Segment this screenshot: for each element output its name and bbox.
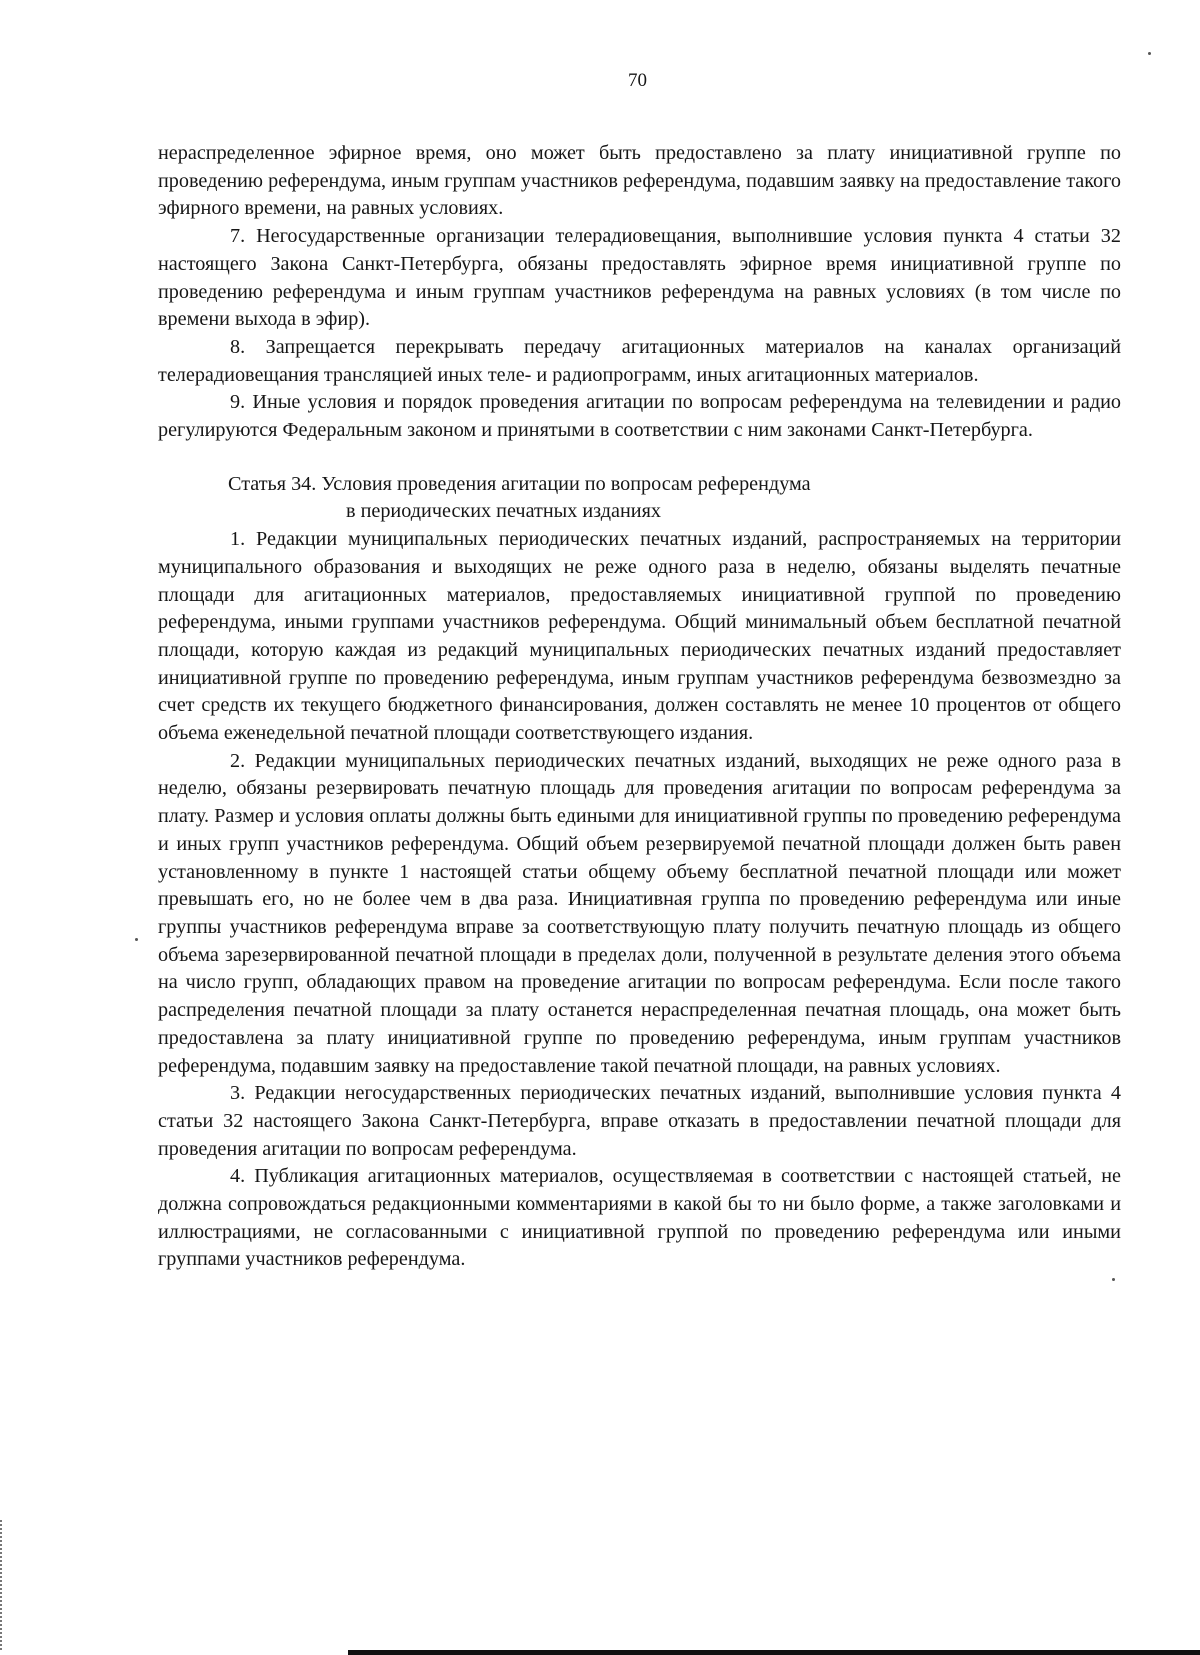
article-34-heading: [228, 471, 988, 526]
page-number: 70: [628, 70, 647, 91]
article-34-heading-line1: Статья 34. Условия проведения агитации по вопросам референдума: [228, 472, 811, 495]
document-body: [158, 140, 1121, 1274]
paragraph-9: 9. Иные условия и порядок проведения агитации по вопросам референдума на телевидении и радио регулируются Федеральным законом и принятыми в соответствии с ним законами Санкт-Петербурга.: [158, 391, 1121, 442]
article-34-paragraph-2: 2. Редакции муниципальных периодических печатных изданий, выходящих не реже одного раза в неделю, обязаны резервировать печатную площадь для проведения агитации по вопросам референдума за плату. Размер и условия оплаты должны быть едиными для инициативной группы по проведению референдума и иных групп участников референдума. Общий объем резервируемой печатной площади должен быть равен установленному в пункте 1 настоящей статьи общему объему бесплатной печатной площади или может превышать его, но не более чем в два раза. Инициативная группа по проведению референдума или иные группы участников референдума вправе за соответствующую плату получить печатную площадь из общего объема зарезервированной печатной площади в пределах доли, полученной в результате деления этого объема на число групп, обладающих правом на проведение агитации по вопросам референдума. Если после такого распределения печатной площади за плату останется нераспределенная печатная площадь, она может быть предоставлена за плату инициативной группе по проведению референдума, иным группам участников референдума, подавшим заявку на предоставление такой печатной площади, на равных условиях.: [158, 749, 1121, 1077]
article-34-paragraph-4: 4. Публикация агитационных материалов, осуществляемая в соответствии с настоящей статьей, не должна сопровождаться редакционными комментариями в какой бы то ни было форме, а также заголовками и иллюстрациями, не согласованными с инициативной группой по проведению референдума или иными группами участников референдума.: [158, 1165, 1121, 1271]
scan-speck: [1148, 52, 1151, 55]
paragraph-8: 8. Запрещается перекрывать передачу агитационных материалов на каналах организаций телерадиовещания трансляцией иных теле- и радиопрограмм, иных агитационных материалов.: [158, 335, 1121, 386]
scan-speck: [135, 938, 138, 941]
paragraph-continuation: нераспределенное эфирное время, оно может быть предоставлено за плату инициативной группе по проведению референдума, иным группам участников референдума, подавшим заявку на предоставление такого эфирного времени, на равных условиях.: [158, 142, 1121, 220]
article-34-paragraph-1: 1. Редакции муниципальных периодических печатных изданий, распространяемых на территории муниципального образования и выходящих не реже одного раза в неделю, обязаны выделять печатные площади для агитационных материалов, предоставляемых инициативной группой по проведению референдума, иными группами участников референдума. Общий минимальный объем бесплатной печатной площади, которую каждая из редакций муниципальных периодических печатных изданий предоставляет инициативной группе по проведению референдума, иным группам участников референдума безвозмездно за счет средств их текущего бюджетного финансирования, должен составлять не менее 10 процентов от общего объема еженедельной печатной площади соответствующего издания.: [158, 528, 1121, 745]
scan-bottom-edge: [348, 1650, 1200, 1655]
paragraph-7: 7. Негосударственные организации телерадиовещания, выполнившие условия пункта 4 статьи 32 настоящего Закона Санкт-Петербурга, обязаны предоставлять эфирное время инициативной группе по проведению референдума и иным группам участников референдума на равных условиях (в том числе по времени выхода в эфир).: [158, 225, 1121, 331]
scan-edge-artifact: [0, 1520, 4, 1650]
article-34-paragraph-3: 3. Редакции негосударственных периодических печатных изданий, выполнившие условия пункта 4 статьи 32 настоящего Закона Санкт-Петербурга, вправе отказать в предоставлении печатной площади для проведения агитации по вопросам референдума.: [158, 1082, 1121, 1160]
article-34-heading-line2: в периодических печатных изданиях: [346, 500, 661, 523]
scan-speck: [1112, 1278, 1115, 1281]
